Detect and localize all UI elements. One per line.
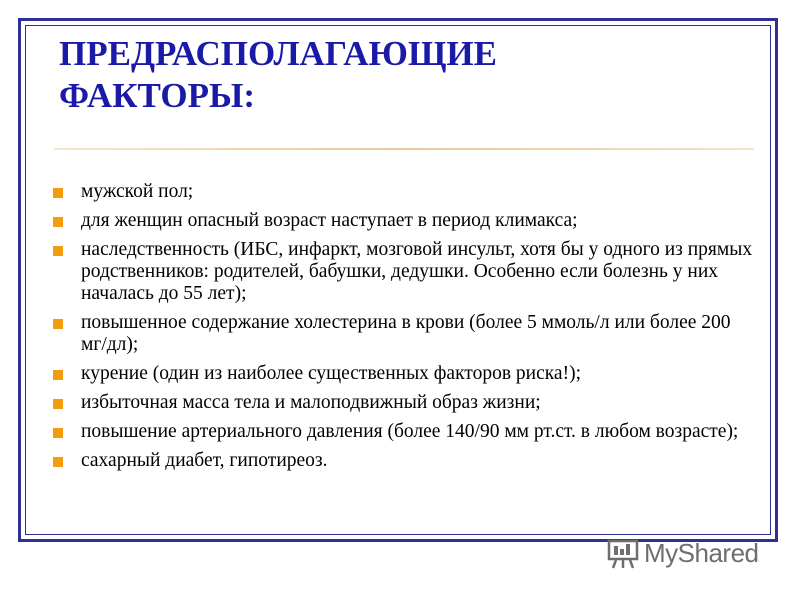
list-item-text: повышение артериального давления (более 140/90 мм рт.ст. в любом возрасте); [81, 421, 739, 442]
bullet-list [53, 181, 753, 479]
list-item-text: мужской пол; [81, 181, 194, 202]
list-item [53, 210, 753, 232]
bullet-square-icon [53, 457, 63, 467]
list-item-text: повышенное содержание холестерина в крови (более 5 ммоль/л или более 200 мг/дл); [81, 312, 731, 355]
list-item-text: избыточная масса тела и малоподвижный образ жизни; [81, 392, 541, 413]
logo-text: MyShared [644, 538, 759, 568]
bullet-square-icon [53, 399, 63, 409]
title-divider [54, 148, 754, 150]
list-item [53, 450, 753, 472]
list-item-text: наследственность (ИБС, инфаркт, мозговой инсульт, хотя бы у одного из прямых родственников: родителей, бабушки, дедушки. Особенно если болезнь у них началась до 55 лет); [81, 239, 753, 304]
bullet-square-icon [53, 319, 63, 329]
slide-title: ПРЕДРАСПОЛАГАЮЩИЕ ФАКТОРЫ: [59, 34, 497, 115]
bullet-square-icon [53, 246, 63, 256]
list-item-text: для женщин опасный возраст наступает в период климакса; [81, 210, 578, 231]
list-item [53, 421, 753, 443]
bullet-square-icon [53, 370, 63, 380]
myshared-logo[interactable] [606, 538, 759, 569]
list-item-text: курение (один из наиболее существенных факторов риска!); [81, 363, 581, 384]
list-item [53, 181, 753, 203]
list-item-text: сахарный диабет, гипотиреоз. [81, 450, 328, 471]
slide-frame [18, 18, 778, 542]
list-item [53, 239, 753, 305]
list-item [53, 363, 753, 385]
list-item [53, 312, 753, 356]
bullet-square-icon [53, 188, 63, 198]
bullet-square-icon [53, 428, 63, 438]
list-item [53, 392, 753, 414]
presentation-board-icon [606, 539, 640, 569]
bullet-square-icon [53, 217, 63, 227]
